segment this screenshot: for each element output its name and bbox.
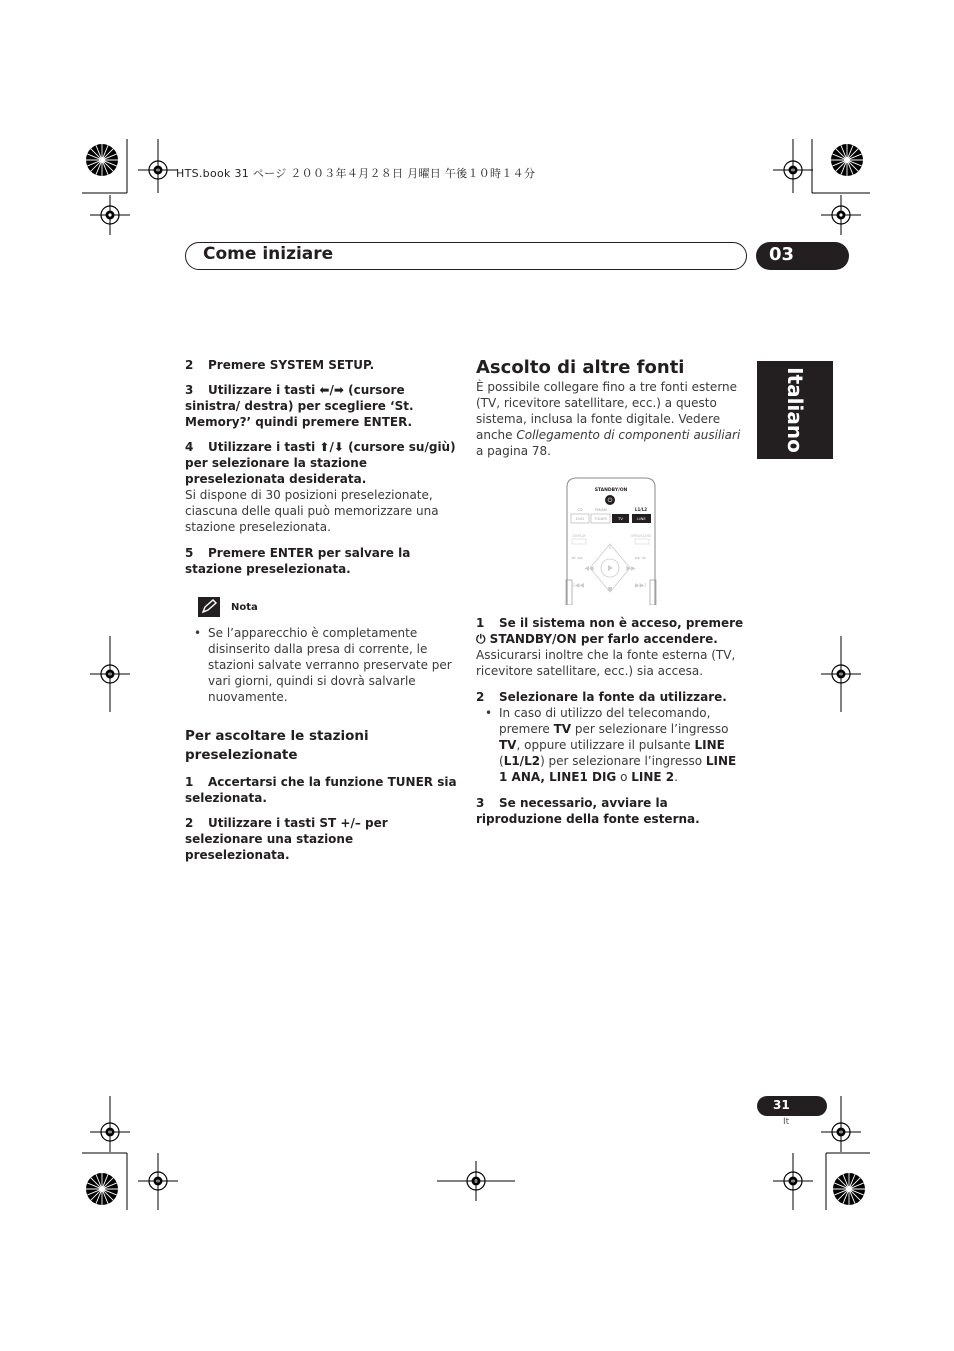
svg-text:FM/AM: FM/AM bbox=[595, 508, 607, 512]
sub-step-1: 1 Accertarsi che la funzione TUNER sia selezionata. bbox=[185, 775, 457, 805]
svg-text:▶▶: ▶▶ bbox=[626, 565, 636, 572]
sub-step-2: 2 Utilizzare i tasti ST +/– per selezionare una stazione preselezionata. bbox=[185, 816, 388, 862]
section-header bbox=[185, 242, 747, 270]
right-step-2: 2 Selezionare la fonte da utilizzare. bbox=[476, 690, 727, 704]
book-info: HTS.book 31 ページ ２００３年４月２８日 月曜日 午後１０時１４分 bbox=[176, 167, 536, 180]
svg-text:DISPLAY: DISPLAY bbox=[572, 534, 586, 538]
right-step-1: 1 Se il sistema non è acceso, premere ⏻ STANDBY/ON per farlo accendere. bbox=[476, 616, 744, 646]
left-column bbox=[185, 357, 457, 863]
subheading: Per ascoltare le stazioni preselezionate bbox=[185, 728, 369, 763]
note-list bbox=[185, 625, 457, 705]
language-tab bbox=[757, 361, 833, 459]
right-heading: Ascolto di altre fonti bbox=[476, 357, 685, 378]
right-step-1-body: Assicurarsi inoltre che la fonte esterna (TV, ricevitore satellitare, ecc.) sia accesa. bbox=[476, 648, 736, 678]
chapter-number: 03 bbox=[769, 244, 795, 265]
svg-text:CD: CD bbox=[577, 508, 583, 512]
step-5: 5 Premere ENTER per salvare la stazione preselezionata. bbox=[185, 546, 411, 576]
source-bullet: • In caso di utilizzo del telecomando, premere TV per selezionare l’ingresso TV, oppure utilizzare il pulsante LINE (L1/L2) per selezionare l’ingresso LINE 1 ANA, LINE1 DIG o LINE 2. bbox=[476, 705, 746, 785]
step-4-body: Si dispone di 30 posizioni preselezionate, ciascuna delle quali può memorizzare una stazione preselezionata. bbox=[185, 488, 439, 534]
svg-text:▶▶I: ▶▶I bbox=[635, 582, 646, 589]
remote-dvd-button: DVD bbox=[575, 516, 585, 521]
step-4: 4 Utilizzare i tasti ⬆/⬇ (cursore su/giù) per selezionare la stazione preselezionata desiderata. bbox=[185, 440, 456, 486]
svg-text:II: II bbox=[608, 545, 612, 551]
svg-text:◀II ◀◀: ◀II ◀◀ bbox=[571, 556, 583, 560]
page-number-badge bbox=[757, 1096, 827, 1116]
remote-control-illustration bbox=[563, 477, 659, 605]
section-title: Come iniziare bbox=[203, 244, 334, 264]
svg-text:▶▶ II▶: ▶▶ II▶ bbox=[635, 556, 647, 560]
remote-tuner-button: TUNER bbox=[594, 516, 607, 521]
step-3: 3 Utilizzare i tasti ⬅/➡ (cursore sinistra/ destra) per scegliere ‘St. Memory?’ quindi premere ENTER. bbox=[185, 383, 414, 429]
chapter-badge bbox=[756, 242, 849, 270]
svg-text:L1/L2: L1/L2 bbox=[634, 507, 648, 512]
remote-standby-label: STANDBY/ON bbox=[594, 488, 628, 493]
remote-line-button: LINE bbox=[637, 516, 646, 521]
intro-paragraph: È possibile collegare fino a tre fonti esterne (TV, ricevitore satellitare, ecc.) a questo sistema, inclusa la fonte digitale. Vedere anche Collegamento di componenti ausiliari a pagina 78. bbox=[476, 380, 741, 458]
note-bullet: • Se l’apparecchio è completamente disinserito dalla presa di corrente, le stazioni salvate verranno preservate per vari giorni, quindi si dovrà salvarle nuovamente. bbox=[185, 625, 457, 705]
up-down-arrows-icon: ⬆/⬇ bbox=[319, 440, 344, 454]
step-2: 2 Premere SYSTEM SETUP. bbox=[185, 358, 375, 372]
standby-power-icon: ⏻ bbox=[607, 497, 613, 504]
svg-text:OPEN/CLOSE: OPEN/CLOSE bbox=[630, 534, 652, 538]
page-number: 31 bbox=[773, 1098, 790, 1112]
svg-text:◀◀: ◀◀ bbox=[584, 565, 594, 572]
source-bullets bbox=[476, 705, 746, 785]
note-label: Nota bbox=[231, 602, 258, 613]
right-step-3: 3 Se necessario, avviare la riproduzione della fonte esterna. bbox=[476, 796, 700, 826]
right-steps bbox=[476, 615, 746, 827]
power-icon: ⏻ bbox=[476, 632, 486, 646]
cross-reference: Collegamento di componenti ausiliari bbox=[516, 428, 741, 442]
language-label: Italiano bbox=[783, 367, 807, 453]
svg-text:I◀◀: I◀◀ bbox=[573, 582, 584, 589]
left-right-arrows-icon: ⬅/➡ bbox=[319, 383, 344, 397]
note-header bbox=[185, 597, 457, 627]
right-column bbox=[476, 357, 746, 459]
remote-tv-button: TV bbox=[618, 516, 623, 521]
note-pencil-icon bbox=[198, 597, 220, 617]
page-language-code: It bbox=[783, 1117, 790, 1127]
